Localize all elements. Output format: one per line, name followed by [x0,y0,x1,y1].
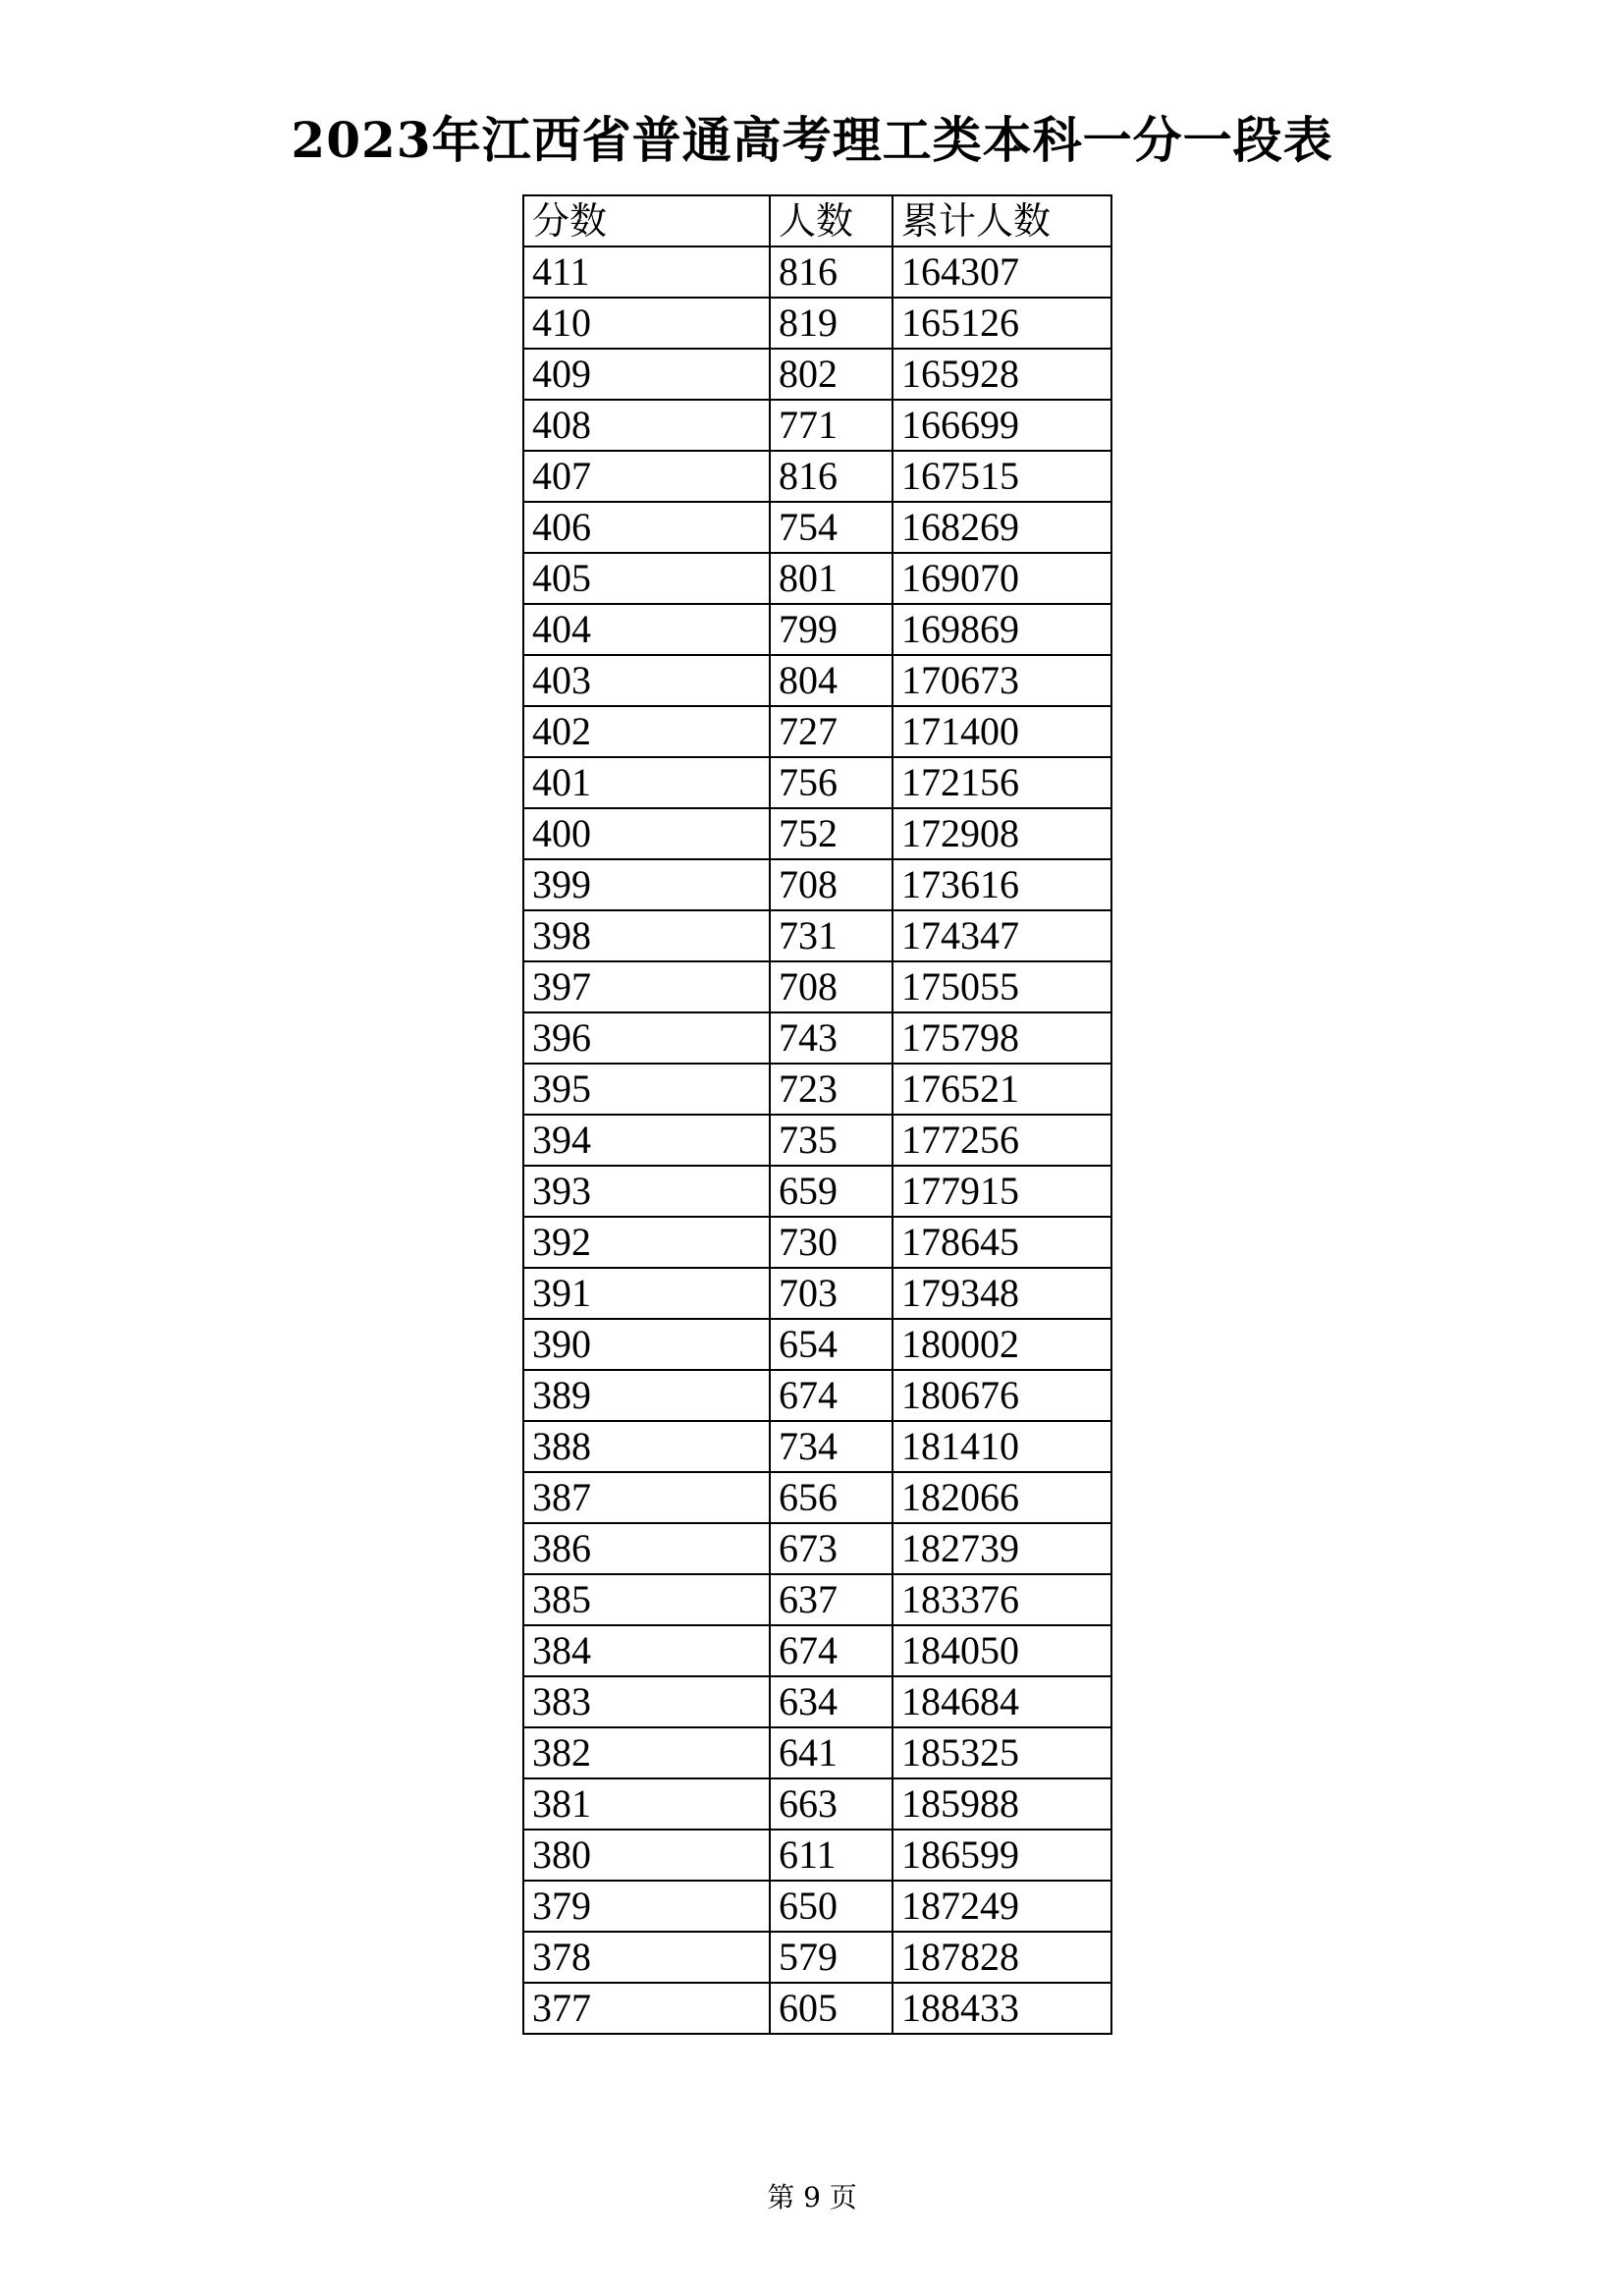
cell-score: 386 [523,1523,770,1574]
cell-count: 801 [770,553,893,604]
cell-cumulative: 188433 [893,1983,1111,2034]
cell-cumulative: 174347 [893,910,1111,961]
cell-cumulative: 187249 [893,1881,1111,1932]
cell-count: 819 [770,298,893,349]
cell-score: 410 [523,298,770,349]
cell-score: 391 [523,1268,770,1319]
table-row [523,1881,1111,1932]
cell-cumulative: 170673 [893,655,1111,706]
cell-count: 752 [770,808,893,859]
cell-score: 401 [523,757,770,808]
cell-count: 611 [770,1830,893,1881]
cell-cumulative: 183376 [893,1574,1111,1625]
table-row [523,1472,1111,1523]
cell-score: 409 [523,349,770,400]
cell-cumulative: 185988 [893,1778,1111,1830]
table-header-row [523,195,1111,246]
cell-count: 771 [770,400,893,451]
table-row [523,1932,1111,1983]
table-row [523,1064,1111,1115]
cell-score: 392 [523,1217,770,1268]
cell-cumulative: 166699 [893,400,1111,451]
cell-score: 379 [523,1881,770,1932]
cell-cumulative: 167515 [893,451,1111,502]
cell-count: 731 [770,910,893,961]
cell-cumulative: 168269 [893,502,1111,553]
table-row [523,1217,1111,1268]
cell-score: 398 [523,910,770,961]
cell-score: 387 [523,1472,770,1523]
cell-score: 388 [523,1421,770,1472]
cell-cumulative: 179348 [893,1268,1111,1319]
table-row [523,1268,1111,1319]
cell-count: 816 [770,246,893,298]
column-header-count: 人数 [770,195,893,246]
cell-cumulative: 176521 [893,1064,1111,1115]
cell-cumulative: 184050 [893,1625,1111,1676]
table-row [523,706,1111,757]
cell-count: 730 [770,1217,893,1268]
table-row [523,1727,1111,1778]
table-row [523,553,1111,604]
table-row [523,1523,1111,1574]
cell-score: 385 [523,1574,770,1625]
cell-cumulative: 185325 [893,1727,1111,1778]
column-header-score: 分数 [523,195,770,246]
table-row [523,1574,1111,1625]
cell-count: 637 [770,1574,893,1625]
cell-score: 404 [523,604,770,655]
cell-score: 382 [523,1727,770,1778]
cell-score: 400 [523,808,770,859]
cell-cumulative: 184684 [893,1676,1111,1727]
cell-count: 659 [770,1166,893,1217]
cell-cumulative: 182739 [893,1523,1111,1574]
table-row [523,1370,1111,1421]
cell-score: 393 [523,1166,770,1217]
cell-score: 407 [523,451,770,502]
cell-count: 802 [770,349,893,400]
cell-count: 708 [770,859,893,910]
cell-count: 723 [770,1064,893,1115]
cell-score: 402 [523,706,770,757]
cell-count: 674 [770,1625,893,1676]
cell-count: 656 [770,1472,893,1523]
cell-count: 650 [770,1881,893,1932]
cell-cumulative: 172908 [893,808,1111,859]
cell-count: 727 [770,706,893,757]
column-header-cumulative: 累计人数 [893,195,1111,246]
cell-cumulative: 178645 [893,1217,1111,1268]
cell-score: 395 [523,1064,770,1115]
table-row [523,1676,1111,1727]
table-row [523,808,1111,859]
cell-cumulative: 175798 [893,1012,1111,1064]
cell-count: 735 [770,1115,893,1166]
table-row [523,1115,1111,1166]
cell-cumulative: 173616 [893,859,1111,910]
cell-score: 380 [523,1830,770,1881]
table-row [523,246,1111,298]
cell-count: 804 [770,655,893,706]
table-row [523,859,1111,910]
page-title: 2023年江西省普通高考理工类本科一分一段表 [291,111,1333,169]
cell-score: 377 [523,1983,770,2034]
cell-count: 754 [770,502,893,553]
cell-count: 743 [770,1012,893,1064]
table-row [523,1421,1111,1472]
cell-score: 406 [523,502,770,553]
cell-count: 605 [770,1983,893,2034]
cell-count: 799 [770,604,893,655]
cell-score: 381 [523,1778,770,1830]
table-row [523,1625,1111,1676]
cell-score: 383 [523,1676,770,1727]
cell-cumulative: 177256 [893,1115,1111,1166]
table-row [523,757,1111,808]
table-row [523,604,1111,655]
table-row [523,910,1111,961]
cell-score: 389 [523,1370,770,1421]
cell-cumulative: 169869 [893,604,1111,655]
cell-cumulative: 175055 [893,961,1111,1012]
cell-cumulative: 165928 [893,349,1111,400]
table-row [523,655,1111,706]
table-row [523,298,1111,349]
cell-score: 396 [523,1012,770,1064]
cell-count: 634 [770,1676,893,1727]
table-row [523,502,1111,553]
cell-count: 579 [770,1932,893,1983]
cell-cumulative: 169070 [893,553,1111,604]
cell-count: 654 [770,1319,893,1370]
table-row [523,349,1111,400]
cell-score: 378 [523,1932,770,1983]
cell-score: 384 [523,1625,770,1676]
cell-count: 703 [770,1268,893,1319]
cell-cumulative: 181410 [893,1421,1111,1472]
table-body [523,246,1111,2034]
cell-cumulative: 180002 [893,1319,1111,1370]
cell-score: 397 [523,961,770,1012]
cell-score: 399 [523,859,770,910]
table-row [523,1778,1111,1830]
table-row [523,1983,1111,2034]
cell-score: 411 [523,246,770,298]
table-row [523,1830,1111,1881]
cell-cumulative: 182066 [893,1472,1111,1523]
cell-cumulative: 172156 [893,757,1111,808]
table-row [523,451,1111,502]
cell-cumulative: 164307 [893,246,1111,298]
cell-cumulative: 165126 [893,298,1111,349]
cell-cumulative: 180676 [893,1370,1111,1421]
cell-score: 403 [523,655,770,706]
cell-count: 663 [770,1778,893,1830]
score-table [522,194,1112,2035]
table-row [523,1012,1111,1064]
cell-score: 390 [523,1319,770,1370]
cell-count: 673 [770,1523,893,1574]
table-row [523,1166,1111,1217]
cell-cumulative: 187828 [893,1932,1111,1983]
cell-cumulative: 171400 [893,706,1111,757]
cell-count: 734 [770,1421,893,1472]
cell-score: 405 [523,553,770,604]
cell-score: 408 [523,400,770,451]
table-row [523,1319,1111,1370]
cell-cumulative: 186599 [893,1830,1111,1881]
cell-count: 641 [770,1727,893,1778]
cell-count: 756 [770,757,893,808]
table-row [523,961,1111,1012]
page-number: 第 9 页 [767,2181,857,2214]
cell-cumulative: 177915 [893,1166,1111,1217]
cell-count: 708 [770,961,893,1012]
cell-count: 816 [770,451,893,502]
cell-count: 674 [770,1370,893,1421]
table-row [523,400,1111,451]
cell-score: 394 [523,1115,770,1166]
